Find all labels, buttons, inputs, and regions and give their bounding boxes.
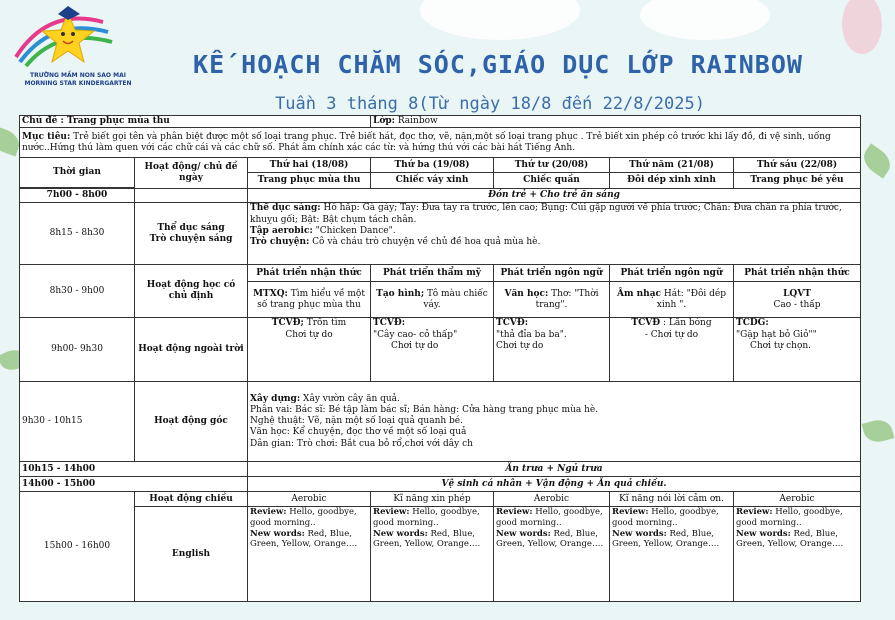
topic-tue: Chiếc váy xinh <box>371 173 494 189</box>
free-play: Chơi tự do <box>496 340 544 351</box>
outdoor-tue <box>371 318 494 382</box>
corner-line: Văn học: Kể chuyện, đọc thơ về một số loại quả <box>250 427 467 438</box>
class-label: Lớp: <box>373 116 395 126</box>
lesson-text: Cao - thấp <box>773 299 821 310</box>
header-time: Thời gian <box>20 158 135 188</box>
lunch-text: Ăn trưa + Ngủ trưa <box>248 462 861 477</box>
morning-row <box>20 203 861 265</box>
corner-time: 9h30 - 10h15 <box>20 382 135 462</box>
english-label: English <box>135 507 248 602</box>
afternoon-activity-thu: Kĩ năng nói lời cảm ơn. <box>610 492 734 507</box>
background-leaf <box>858 143 895 178</box>
english-fri <box>734 507 861 602</box>
words-text: Red, Blue, Green, Yellow, Orange…. <box>373 528 481 550</box>
header-day-thu: Thứ năm (21/08) <box>610 158 734 173</box>
outdoor-mon <box>248 318 371 382</box>
free-play: Chơi tự chọn. <box>750 340 812 351</box>
header-activity: Hoạt động/ chủ đề ngày <box>135 158 248 189</box>
lesson-text: Thơ: "Thời trang". <box>535 288 599 310</box>
header-day-tue: Thứ ba (19/08) <box>371 158 494 173</box>
afternoon-header: Hoạt động chiều <box>135 492 248 507</box>
english-tue <box>371 507 494 602</box>
words-text: Red, Blue, Green, Yellow, Orange…. <box>250 528 358 550</box>
afternoon-activity-wed: Aerobic <box>494 492 610 507</box>
corner-row <box>20 382 861 462</box>
free-play: Chơi tự do <box>285 329 333 340</box>
build-label: Xây dựng: <box>250 393 301 404</box>
corner-line: Dân gian: Trò chơi: Bắt cua bỏ rổ,chơi với dây ch <box>250 438 473 449</box>
review-label: Review: <box>496 507 533 518</box>
english-thu <box>610 507 734 602</box>
corner-line: Nghệ thuật: Vẽ, nặn một số loại quả quanh bé. <box>250 416 463 427</box>
exercise-label: Thể dục sáng: <box>250 203 321 214</box>
page-title: KẾ HOẠCH CHĂM SÓC,GIÁO DỤC LỚP RAINBOW <box>193 50 803 79</box>
afternoon-activity-fri: Aerobic <box>734 492 861 507</box>
corner-name: Hoạt động góc <box>135 382 248 462</box>
aerobic-label: Tập aerobic: <box>250 225 313 236</box>
morning-content <box>248 203 861 265</box>
learning-field-mon: Phát triển nhận thức <box>248 265 371 282</box>
game-label: TCDG: <box>736 318 769 329</box>
game-text: Trốn tìm <box>303 318 347 329</box>
afternoon-header-row <box>20 492 861 507</box>
learning-time: 8h30 - 9h00 <box>20 265 135 318</box>
topic-wed: Chiếc quần <box>494 173 610 189</box>
objectives-text: Trẻ biết gọi tên và phân biệt được một số loại trang phục. Trẻ biết hát, đọc thơ, vẽ, nặn,một số loại trang phục . Trẻ biết xin phép cô trước khi lấy đồ, đi vệ sinh, uống nước..Hứng thú làm quen với các chữ cái và các chữ số. Phát âm chính xác các từ: và hứng thú với các bài hát Tiếng Anh. <box>22 131 831 153</box>
aerobic-text: "Chicken Dance". <box>312 225 396 236</box>
objectives-cell <box>20 128 861 158</box>
outdoor-wed <box>494 318 610 382</box>
words-text: Red, Blue, Green, Yellow, Orange…. <box>612 528 720 550</box>
theme-cell: Chủ đề : Trang phục mùa thu <box>20 116 371 128</box>
lesson-text: Tìm hiểu về một số trang phục mùa thu <box>257 288 365 310</box>
morning-time: 8h15 - 8h30 <box>20 203 135 265</box>
header-day-fri: Thứ sáu (22/08) <box>734 158 861 173</box>
chat-label: Trò chuyện: <box>250 237 310 247</box>
theme-row <box>20 116 861 128</box>
lesson-label: Văn học: <box>504 288 549 299</box>
english-mon <box>248 507 371 602</box>
logo-english-name: MORNING STAR KINDERGARTEN <box>24 80 132 87</box>
lunch-time: 10h15 - 14h00 <box>20 462 248 477</box>
game-text: "Gặp hạt bỏ Giỏ"" <box>736 329 817 340</box>
lesson-text: Hát: "Đôi dép xinh ". <box>656 288 727 310</box>
snack-text: Vệ sinh cá nhân + Vận động + Ăn quả chiều. <box>248 477 861 492</box>
page-subtitle: Tuần 3 tháng 8(Từ ngày 18/8 đến 22/8/2025) <box>275 94 705 114</box>
review-text: Hello, goodbye, good morning.. <box>736 507 843 528</box>
weekly-plan-table <box>19 115 861 602</box>
review-text: Hello, goodbye, good morning.. <box>250 507 357 528</box>
objectives-row <box>20 128 861 158</box>
lesson-label: LQVT <box>783 288 811 299</box>
words-label: New words: <box>373 528 428 539</box>
afternoon-activity-mon: Aerobic <box>248 492 371 507</box>
lesson-thu <box>610 282 734 318</box>
lesson-wed <box>494 282 610 318</box>
game-label: TCVĐ <box>631 318 661 329</box>
learning-name: Hoạt động học có chủ định <box>135 265 248 318</box>
morning-name-1: Thể dục sáng <box>157 222 225 233</box>
learning-fields-row <box>20 265 861 282</box>
chat-text: Cô và cháu trò chuyện về chủ đề hoa quả mùa hè. <box>309 237 541 247</box>
lesson-mon <box>248 282 371 318</box>
game-label: TCVĐ: <box>496 318 529 329</box>
build-text: Xây vườn cây ăn quả. <box>300 393 400 404</box>
header-day-wed: Thứ tư (20/08) <box>494 158 610 173</box>
game-label: TCVĐ: <box>373 318 406 329</box>
lesson-fri <box>734 282 861 318</box>
review-label: Review: <box>250 507 287 518</box>
free-play: - Chơi tự do <box>644 329 699 340</box>
topic-thu: Đôi dép xinh xinh <box>610 173 734 189</box>
snack-time: 14h00 - 15h00 <box>20 477 248 492</box>
background-leaf <box>862 417 895 445</box>
review-text: Hello, goodbye, good morning.. <box>496 507 603 528</box>
outdoor-thu <box>610 318 734 382</box>
background-leaf <box>842 0 882 54</box>
words-label: New words: <box>736 528 791 539</box>
outdoor-time: 9h00- 9h30 <box>20 318 135 382</box>
logo-school-name: TRƯỜNG MẦM NON SAO MAI <box>30 72 126 79</box>
school-logo <box>8 2 132 90</box>
game-text: "thả đỉa ba ba". <box>496 329 567 340</box>
game-label: TCVĐ; <box>271 318 304 329</box>
class-value: Rainbow <box>397 116 438 126</box>
lesson-label: MTXQ: <box>253 288 288 299</box>
outdoor-fri <box>734 318 861 382</box>
lesson-label: Tạo hình; <box>376 288 425 299</box>
lesson-tue <box>371 282 494 318</box>
exercise-text: Hô hấp: Gà gáy; Tay: Đưa tay ra trước, lên cao; Bụng: Cúi gập người về phía trước; Chân: Đưa chân ra phía trước, khuỵu gối; Bật: Bật chụm tách chân. <box>250 203 842 225</box>
snack-row <box>20 477 861 492</box>
review-label: Review: <box>612 507 649 518</box>
review-text: Hello, goodbye, good morning.. <box>373 507 480 528</box>
topic-fri: Trang phục bé yêu <box>734 173 861 189</box>
class-cell <box>371 116 861 128</box>
topic-mon: Trang phục mùa thu <box>248 173 371 189</box>
lesson-text: Tô màu chiếc váy. <box>423 288 488 310</box>
morning-name <box>135 203 248 265</box>
background-cloud <box>420 0 580 40</box>
english-wed <box>494 507 610 602</box>
review-label: Review: <box>373 507 410 518</box>
learning-field-tue: Phát triển thẩm mỹ <box>371 265 494 282</box>
lesson-label: Âm nhạc <box>616 288 662 299</box>
learning-field-thu: Phát triển ngôn ngữ <box>610 265 734 282</box>
words-label: New words: <box>250 528 305 539</box>
learning-field-wed: Phát triển ngôn ngữ <box>494 265 610 282</box>
words-text: Red, Blue, Green, Yellow, Orange…. <box>736 528 844 550</box>
star-mascot-icon <box>8 2 128 72</box>
morning-name-2: Trò chuyện sáng <box>149 233 233 244</box>
corner-line: Phân vai: Bác sĩ: Bé tập làm bác sĩ; Bán hàng: Cửa hàng trang phục mùa hè. <box>250 404 599 415</box>
afternoon-activity-tue: Kĩ năng xin phép <box>371 492 494 507</box>
background-cloud <box>640 0 770 40</box>
arrival-text: Đón trẻ + Cho trẻ ăn sáng <box>248 189 861 203</box>
words-label: New words: <box>612 528 667 539</box>
free-play: Chơi tự do <box>391 340 439 351</box>
english-row <box>20 507 861 602</box>
game-text: : Lăn bóng <box>660 318 712 329</box>
objectives-label: Mục tiêu: <box>22 131 71 142</box>
corner-content <box>248 382 861 462</box>
outdoor-row <box>20 318 861 382</box>
afternoon-time: 15h00 - 16h00 <box>20 492 135 602</box>
words-text: Red, Blue, Green, Yellow, Orange…. <box>496 528 604 550</box>
game-text: "Cây cao- cỏ thấp" <box>373 329 458 340</box>
review-label: Review: <box>736 507 773 518</box>
arrival-time: 7h00 - 8h00 <box>20 189 135 203</box>
outdoor-name: Hoạt động ngoài trời <box>135 318 248 382</box>
review-text: Hello, goodbye, good morning.. <box>612 507 719 528</box>
arrival-row <box>20 189 861 203</box>
words-label: New words: <box>496 528 551 539</box>
learning-field-fri: Phát triển nhận thức <box>734 265 861 282</box>
header-row-days <box>20 158 861 173</box>
header-day-mon: Thứ hai (18/08) <box>248 158 371 173</box>
lunch-row <box>20 462 861 477</box>
